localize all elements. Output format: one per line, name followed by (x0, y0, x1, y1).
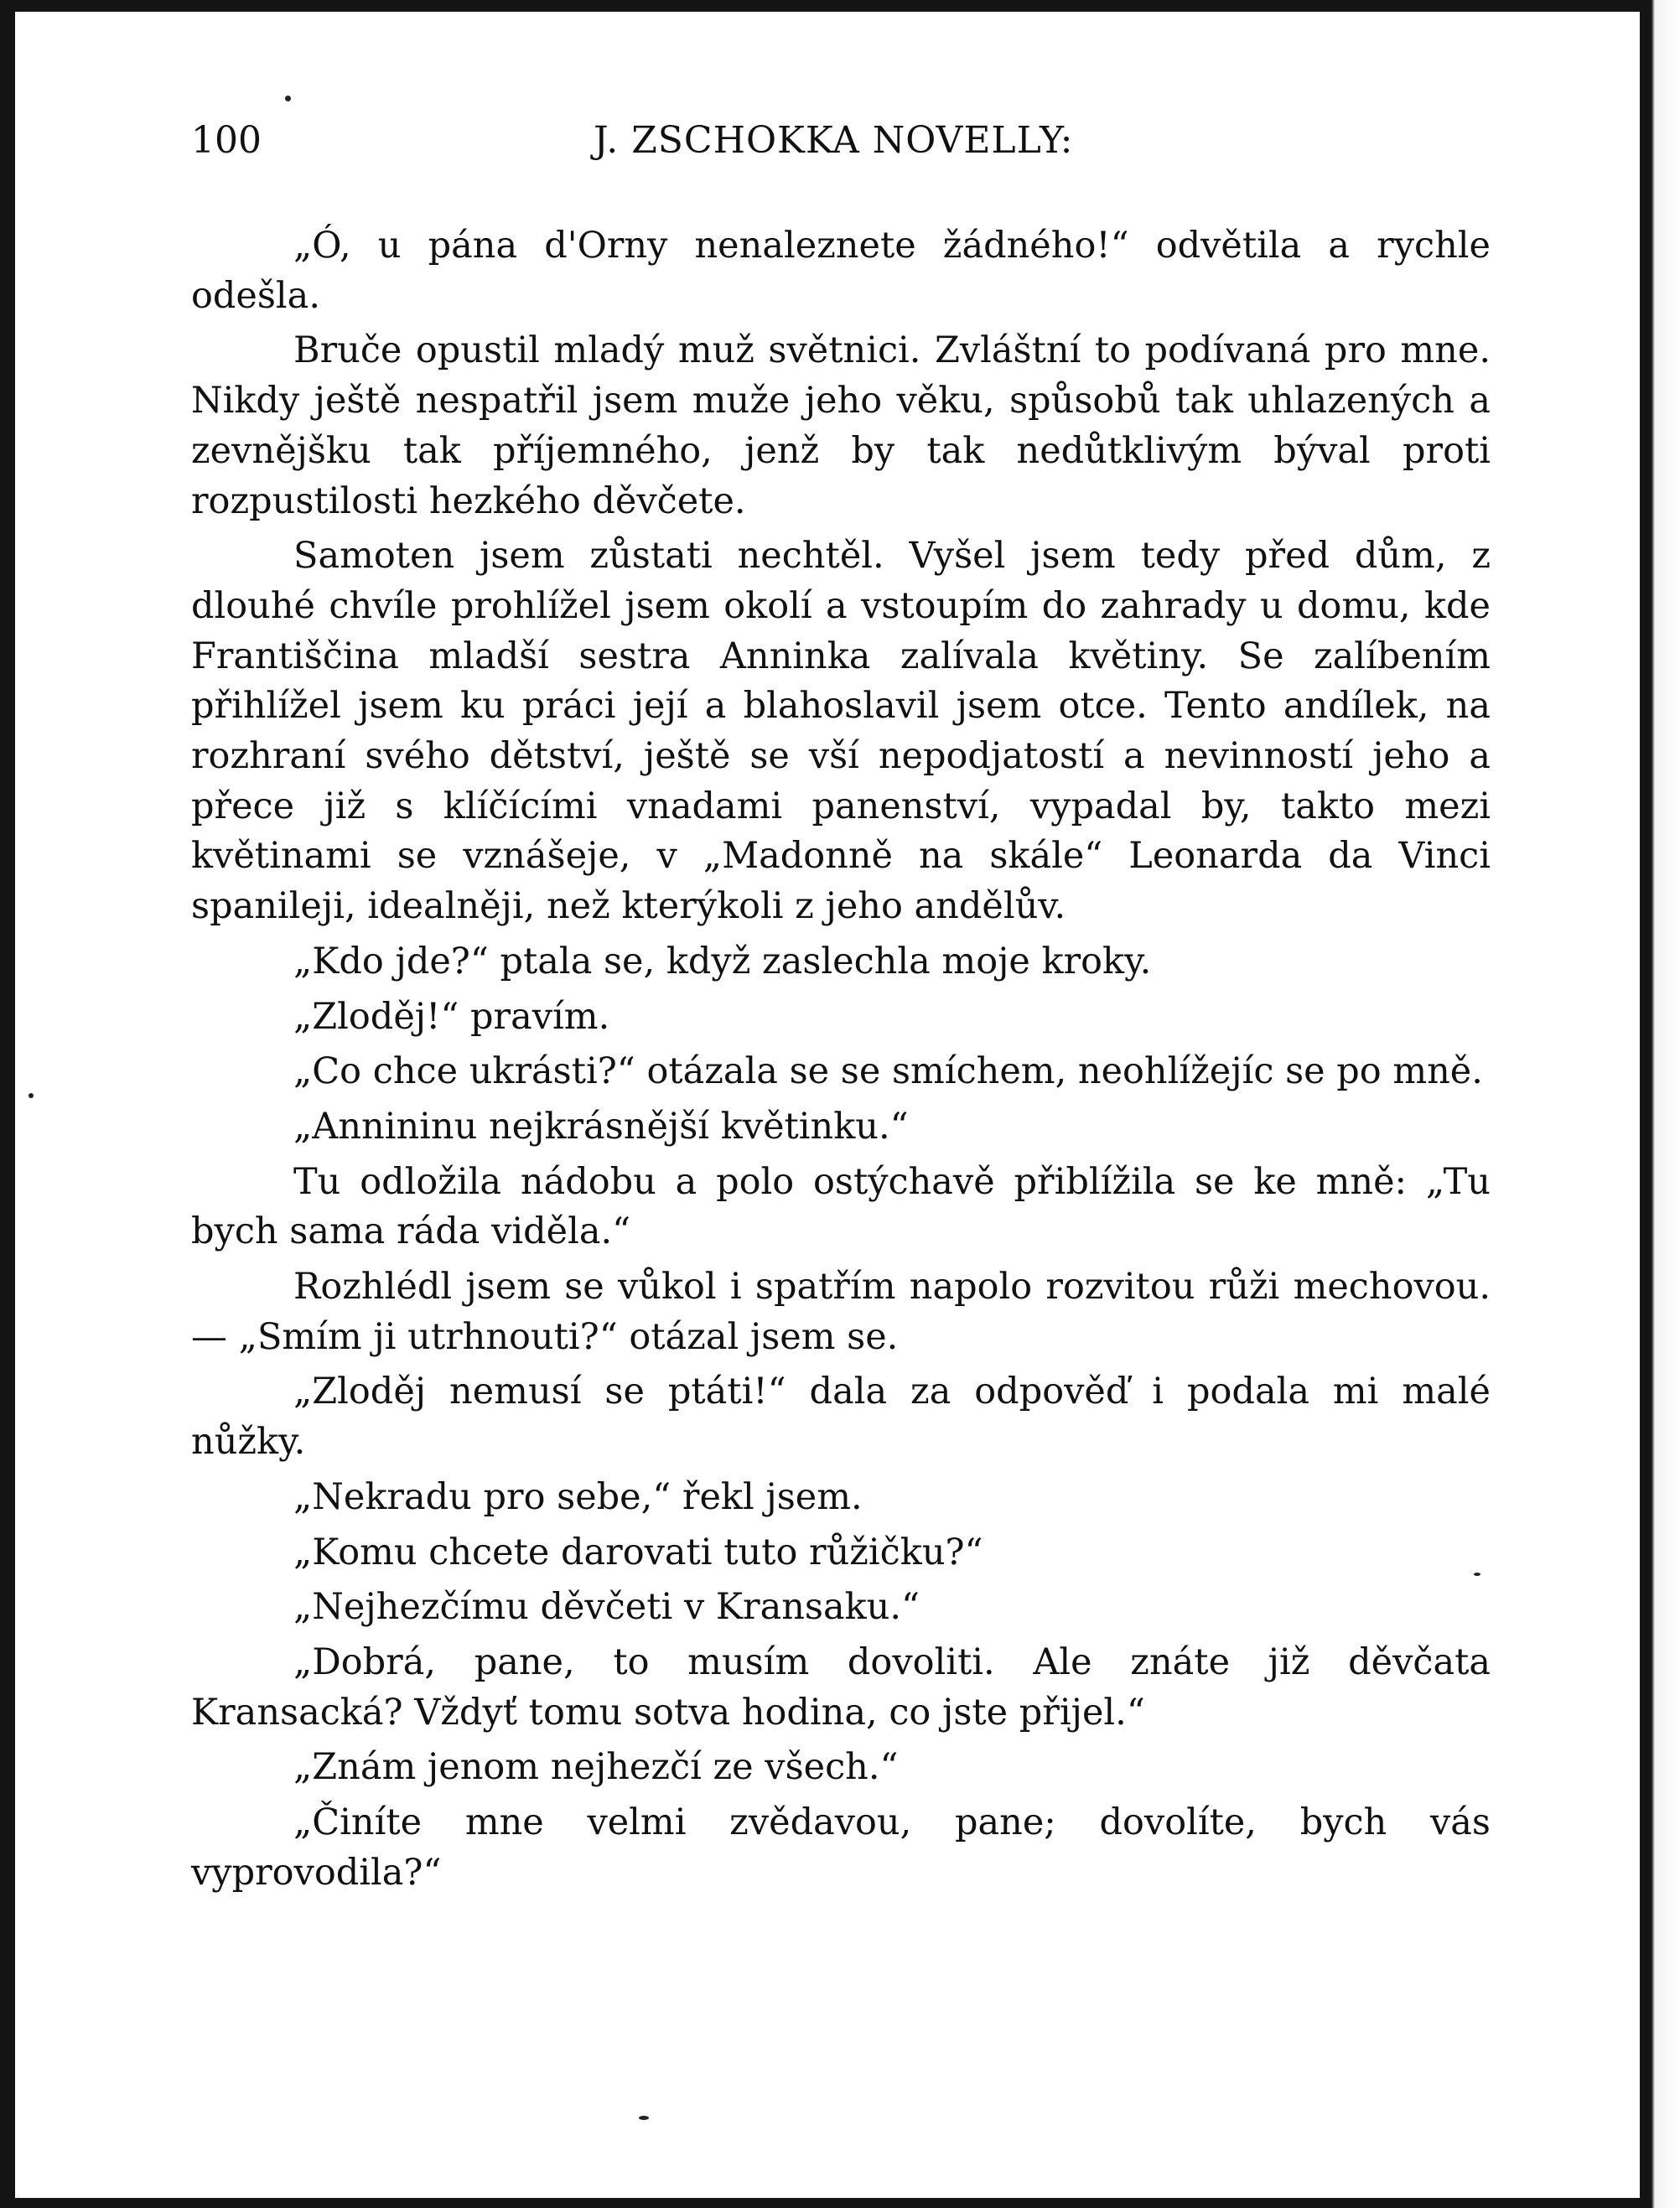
paragraph: „Annininu nejkrásnější květinku.“ (293, 1105, 909, 1148)
paragraph: Bruče opustil mladý muž světnici. Zvláštní to podívaná pro mne. Nikdy ještě nespatřil jsem muže jeho věku, spůsobů tak uhlazených a zevnějšku tak příjemného, jenž by tak nedůtklivým býval proti rozpustilosti hezkého děvčete. (191, 329, 1491, 522)
paragraph: „Nejhezčímu děvčeti v Kransaku.“ (293, 1586, 920, 1629)
paragraph: „Zloděj!“ pravím. (293, 995, 610, 1038)
paragraph: „Co chce ukrásti?“ otázala se se smíchem, neohlížejíc se po mně. (293, 1050, 1483, 1093)
page-number: 100 (191, 119, 262, 162)
page-header (191, 107, 1491, 166)
scan-speck (29, 1093, 34, 1098)
paragraph: „Znám jenom nejhezčí ze všech.“ (293, 1746, 899, 1789)
paragraph: „Činíte mne velmi zvědavou, pane; dovolíte, bych vás vyprovodila?“ (191, 1801, 1491, 1894)
paragraph: „Dobrá, pane, to musím dovoliti. Ale znáte již děvčata Kransacká? Vždyť tomu sotva hodina, co jste přijel.“ (191, 1640, 1491, 1734)
paragraph: „Zloděj nemusí se ptáti!“ dala za odpověď i podala mi malé nůžky. (191, 1371, 1491, 1464)
scan-speck (639, 2116, 649, 2120)
running-title: J. ZSCHOKKA NOVELLY: (594, 119, 1074, 162)
body-text (191, 221, 1491, 1904)
scan-top-border (0, 0, 1680, 12)
paragraph: „Kdo jde?“ ptala se, když zaslechla moje kroky. (293, 940, 1152, 982)
scan-speck (285, 96, 291, 101)
scan-right-border (1640, 0, 1680, 2208)
paragraph: „Komu chcete darovati tuto růžičku?“ (293, 1531, 983, 1573)
paragraph: „Ó, u pána d'Orny nenaleznete žádného!“ odvětila a rychle odešla. (191, 225, 1491, 317)
paragraph: „Nekradu pro sebe,“ řekl jsem. (293, 1475, 863, 1518)
paragraph: Rozhlédl jsem se vůkol i spatřím napolo rozvitou růži mechovou. — „Smím ji utrhnouti?“ otázal jsem se. (191, 1266, 1491, 1358)
paragraph: Samoten jsem zůstati nechtěl. Vyšel jsem tedy před dům, z dlouhé chvíle prohlížel jsem okolí a vstoupím do zahrady u domu, kde Františčina mladší sestra Anninka zalívala květiny. Se zalíbením přihlížel jsem ku práci její a blahoslavil jsem otce. Tento andílek, na rozhraní svého dětství, ještě se vší nepodjatostí a nevinností jeho a přece již s klíčícími vnadami panenství, vypadal by, takto mezi květinami se vznášeje, v „Madonně na skále“ Leonarda da Vinci spanileji, idealněji, než kterýkoli z jeho andělův. (191, 535, 1491, 928)
paragraph: Tu odložila nádobu a polo ostýchavě přiblížila se ke mně: „Tu bych sama ráda viděla.“ (191, 1160, 1491, 1253)
